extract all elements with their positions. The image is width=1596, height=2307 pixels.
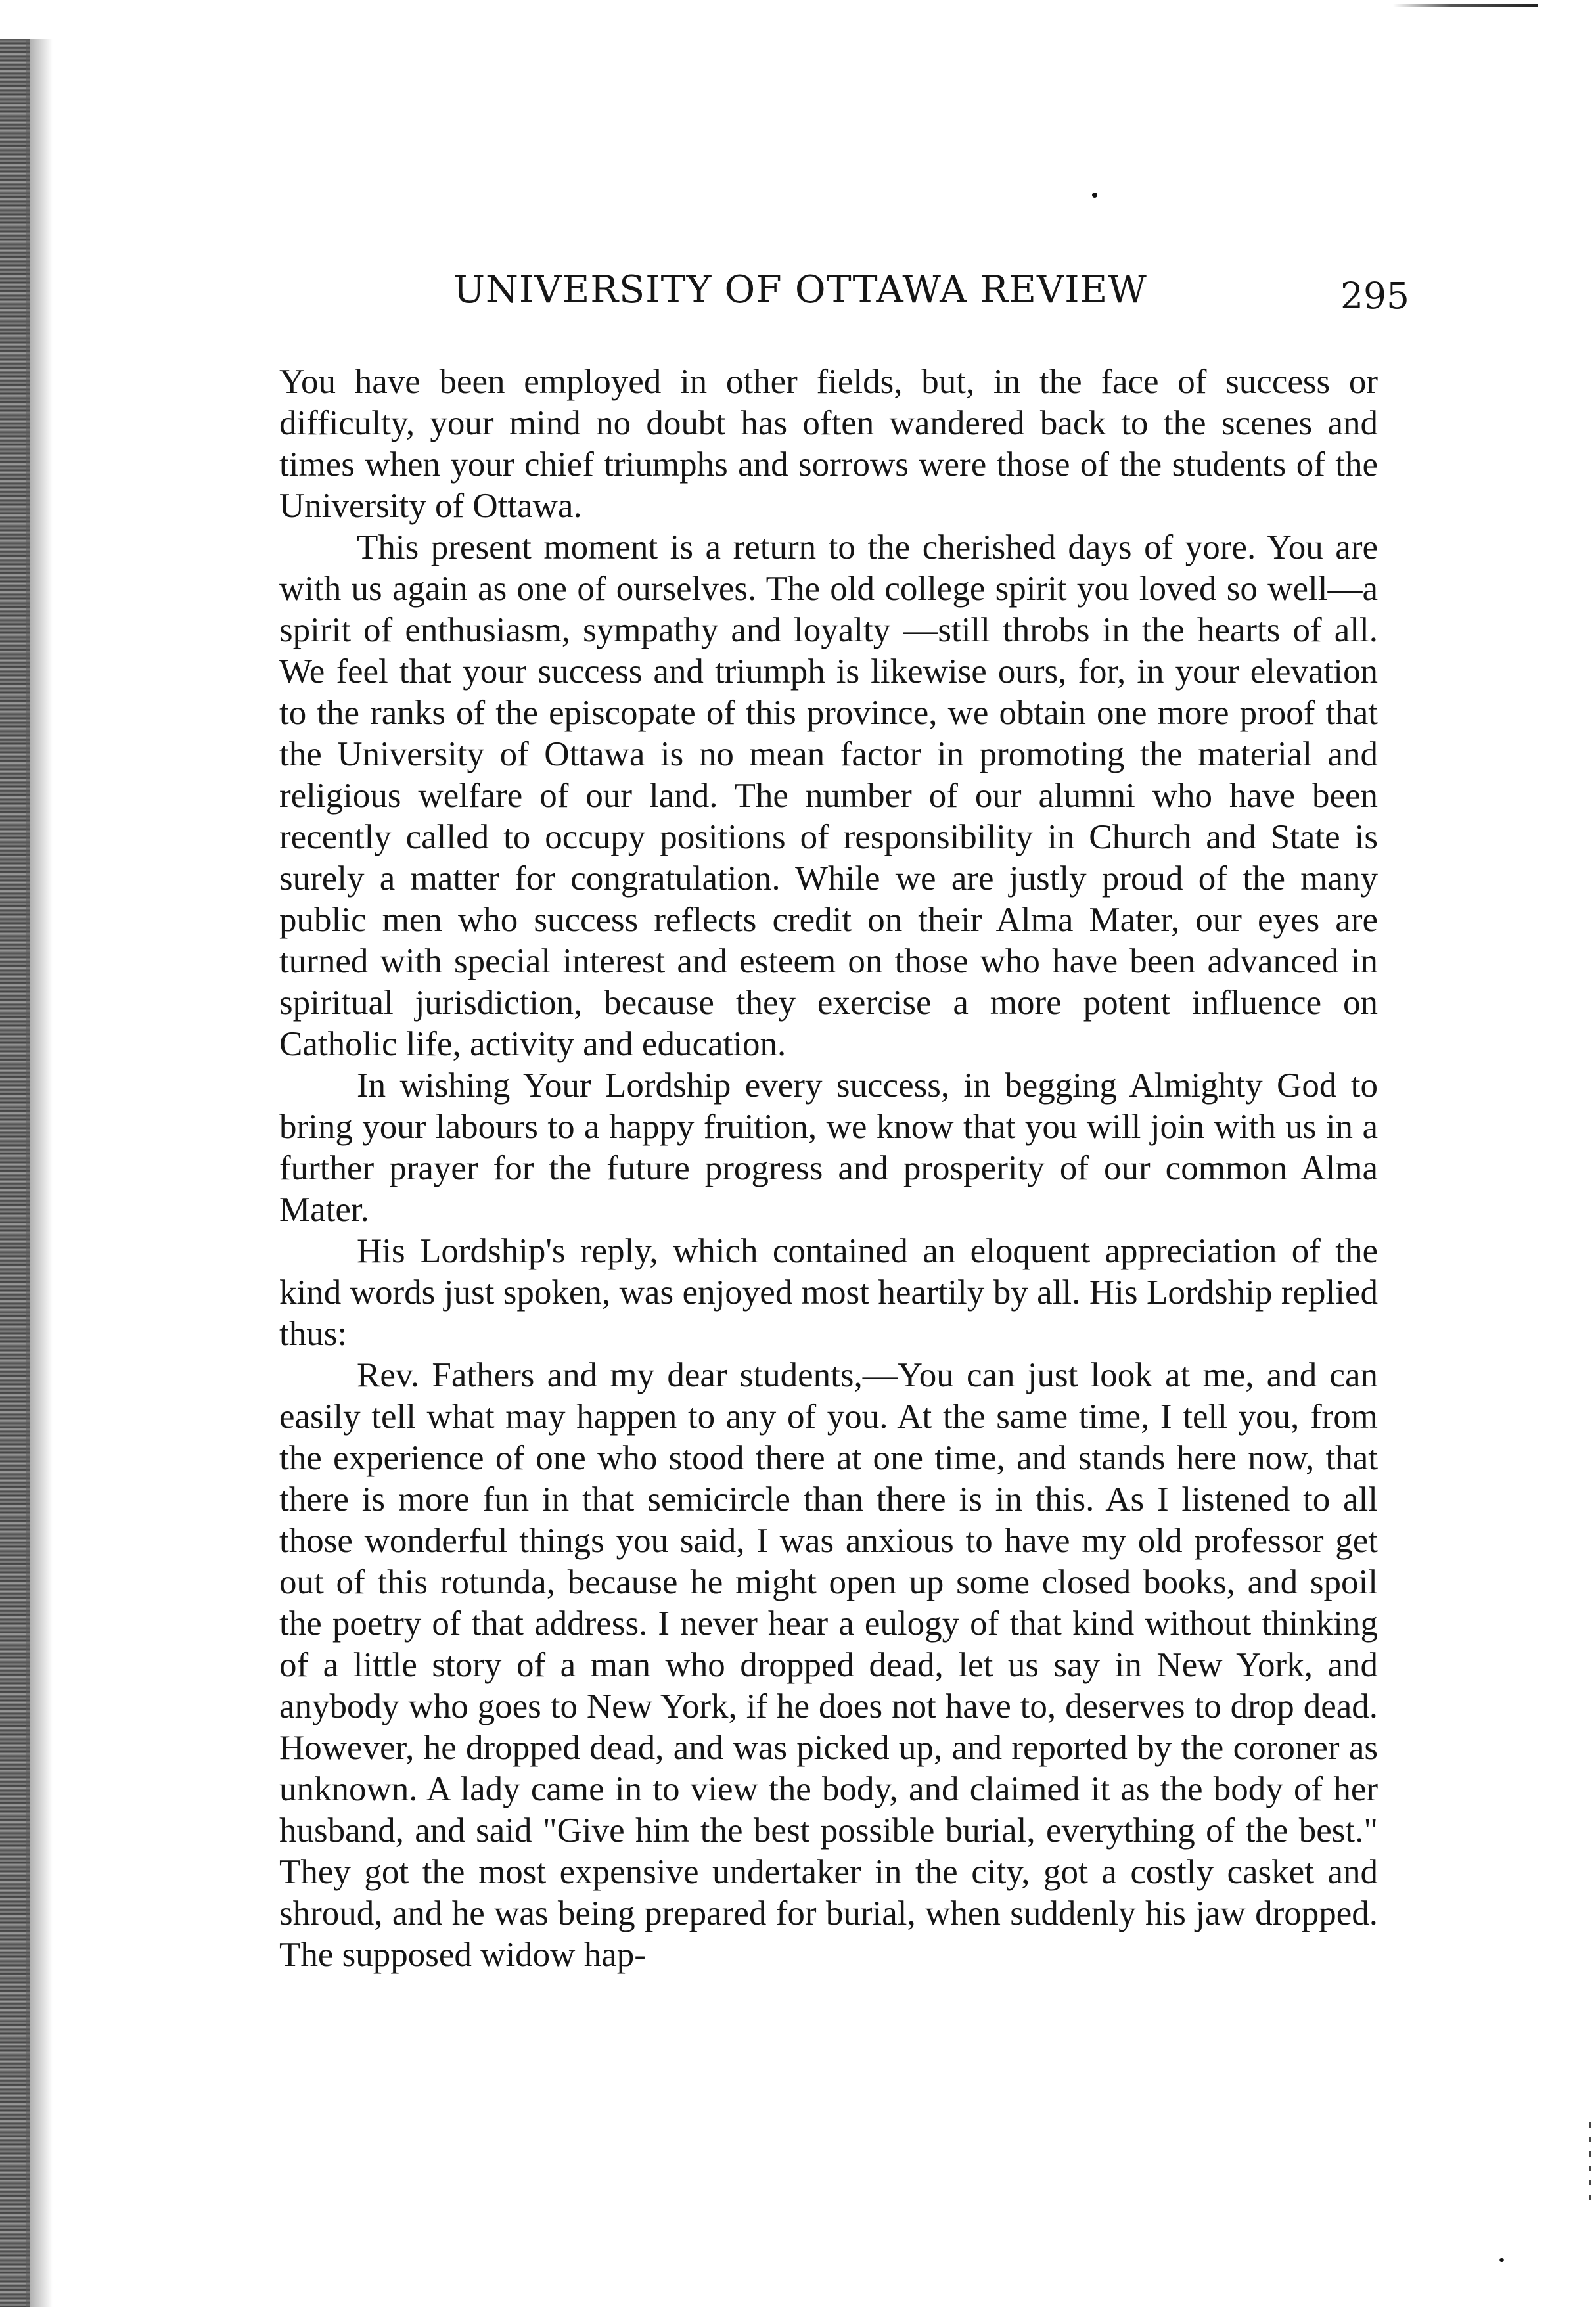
- ink-speck: [1499, 2258, 1504, 2262]
- scan-corner-mark: [1393, 4, 1538, 7]
- page-number: 295: [1340, 275, 1409, 317]
- paragraph: This present moment is a return to the cherished days of yore. You are with us again as one of ourselves. The old college spirit you loved so well—a spirit of enthusiasm, sympathy and loyalty —still throbs in the hearts of all. We feel that your success and triumph is likewise ours, for, in your elevation to the ranks of the episcopate of this province, we obtain one more proof that the University of Ottawa is no mean factor in promoting the material and religious welfare of our land. The number of our alumni who have been recently called to occupy positions of responsibility in Church and State is surely a matter for congratulation. While we are justly proud of the many public men who success reflects credit on their Alma Mater, our eyes are turned with special interest and esteem on those who have been advanced in spiritual jurisdiction, because they exercise a more potent influence on Catholic life, activity and education.: [279, 528, 1378, 1063]
- scan-edge-specks: [1589, 2122, 1591, 2208]
- binding-shadow: [26, 39, 53, 2307]
- paragraph: Rev. Fathers and my dear students,—You can just look at me, and can easily tell what may happen to any of you. At the same time, I tell you, from the experience of one who stood there at one time, and stands here now, that there is more fun in that semicircle than there is in this. As I listened to all those wonderful things you said, I was anxious to have my old professor get out of this rotunda, because he might open up some closed books, and spoil the poetry of that address. I never hear a eulogy of that kind without thinking of a little story of a man who dropped dead, let us say in New York, and anybody who goes to New York, if he does not have to, deserves to drop dead. However, he dropped dead, and was picked up, and reported by the coroner as unknown. A lady came in to view the body, and claimed it as the body of her husband, and said "Give him the best possible burial, everything of the best." They got the most expensive undertaker in the city, got a costly casket and shroud, and he was being prepared for burial, when suddenly his jaw dropped. The supposed widow hap-: [279, 1356, 1378, 1974]
- paragraph: You have been employed in other fields, but, in the face of success or difficulty, your mind no doubt has often wandered back to the scenes and times when your chief triumphs and sorrows were those of the students of the University of Ottawa.: [279, 363, 1378, 525]
- body-text: [279, 361, 1378, 1976]
- running-title: UNIVERSITY OF OTTAWA REVIEW: [453, 268, 1147, 311]
- ink-speck: [1092, 193, 1097, 198]
- paragraph: In wishing Your Lordship every success, in begging Almighty God to bring your labours to a happy fruition, we know that you will join with us in a further prayer for the future progress and prosperity of our common Alma Mater.: [279, 1066, 1378, 1229]
- page-header: [453, 265, 1409, 318]
- paragraph: His Lordship's reply, which contained an eloquent appreciation of the kind words just spoken, was enjoyed most heartily by all. His Lordship replied thus:: [279, 1232, 1378, 1353]
